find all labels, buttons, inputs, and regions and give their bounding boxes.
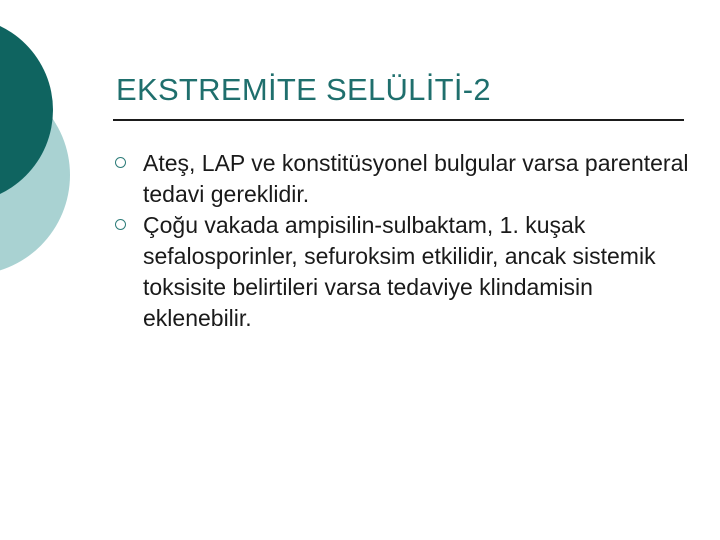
bullet-list (113, 148, 693, 334)
hollow-circle-bullet-icon (115, 157, 126, 168)
bullet-item (113, 148, 693, 210)
title-underline (113, 119, 684, 121)
bullet-text: Ateş, LAP ve konstitüsyonel bulgular varsa parenteral tedavi gereklidir. (143, 150, 689, 207)
decorative-circles (0, 0, 80, 300)
bullet-text: Çoğu vakada ampisilin-sulbaktam, 1. kuşak sefalosporinler, sefuroksim etkilidir, ancak sistemik toksisite belirtileri varsa tedaviye klindamisin eklenebilir. (143, 212, 656, 331)
slide-title: EKSTREMİTE SELÜLİTİ-2 (116, 72, 491, 107)
hollow-circle-bullet-icon (115, 219, 126, 230)
bullet-item (113, 210, 693, 334)
